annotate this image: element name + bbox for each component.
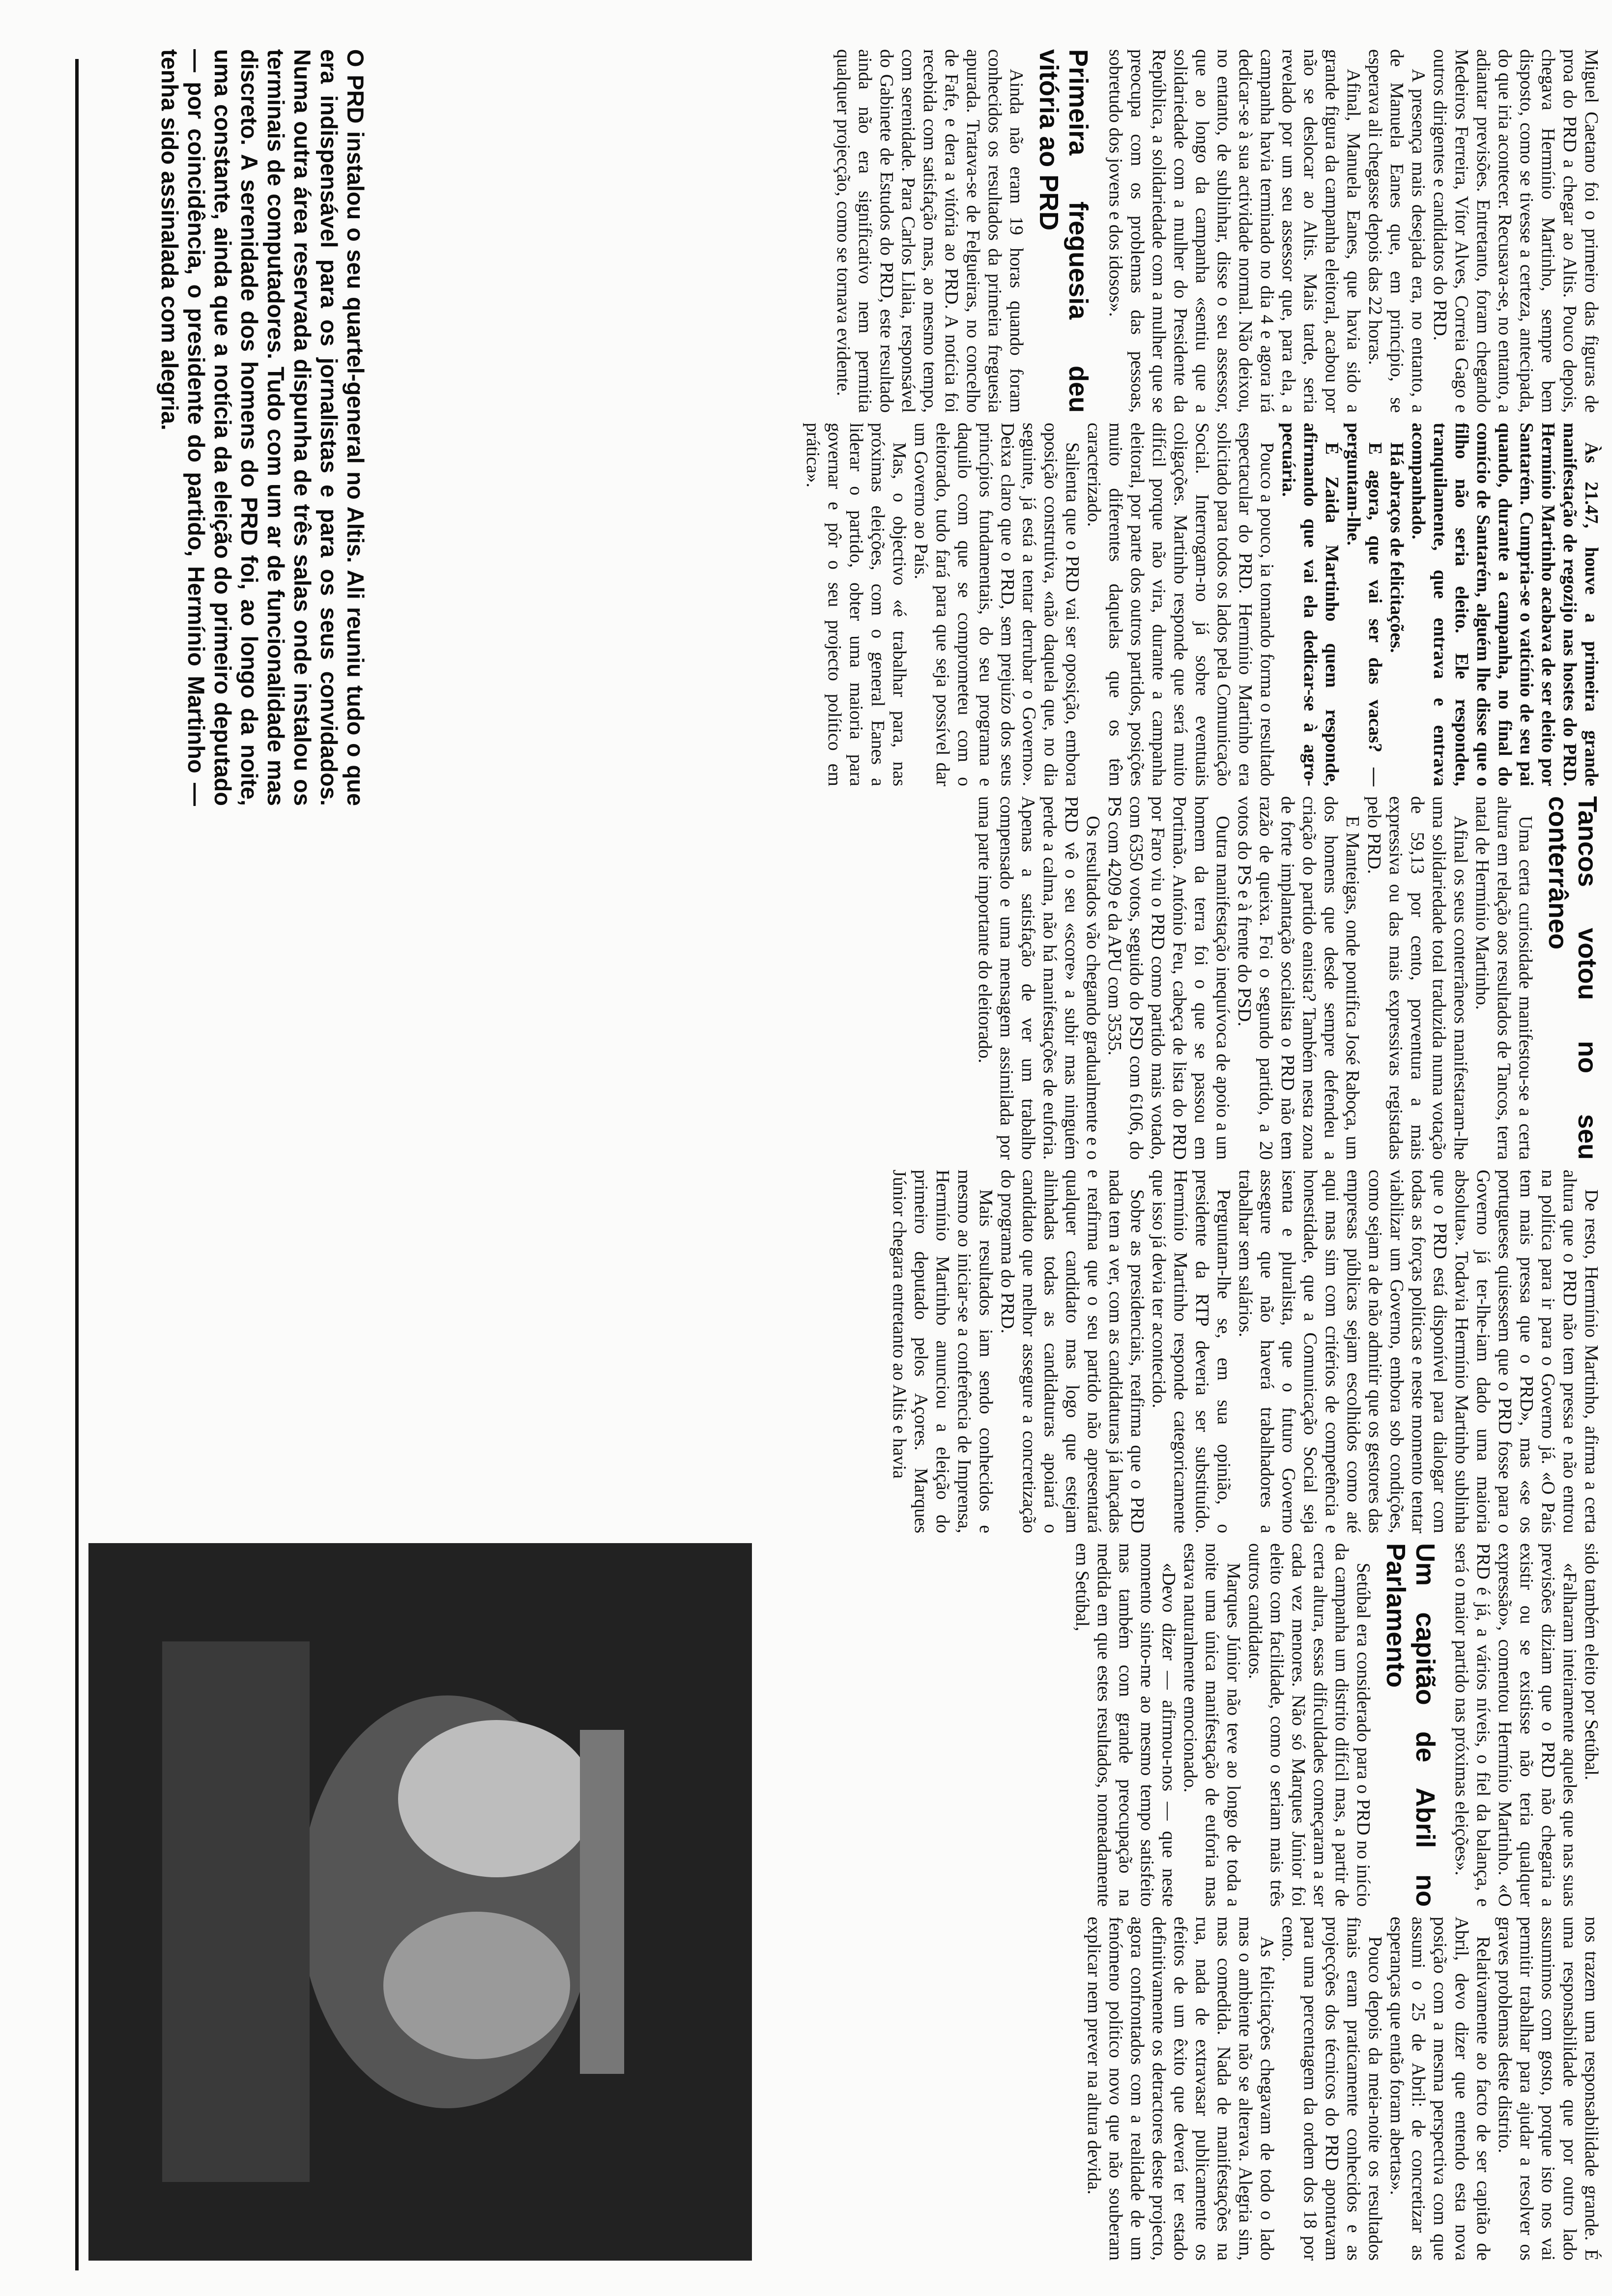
- col6-paragraph-1: nos trazem uma responsabilidade grande. É uma responsabilidade que por outro lado assumimos com gosto, porque isto nos vai permitir trabalhar para ajudar a resolver os graves problemas deste distrito.: [1495, 1917, 1602, 2261]
- col3-subheading: Tancos votou no seu conterrâneo: [1543, 796, 1602, 1160]
- photo-graphic: [88, 1543, 752, 2261]
- col6-paragraph-4: As felicitações chegavam de todo o lado mas o ambiente não se alterava. Alegria sim, mas comedida. Nada de manifestações na rua, nada de extravasar publicamente os efeitos de um êxito que deverá ter estado definitivamente os detractores deste projecto, agora confrontados com a realidade de um fenómeno político novo que não souberam explicar nem prever na altura devida.: [1084, 1917, 1277, 2261]
- col5-paragraph-4: Marques Júnior não teve ao longo de toda a noite uma única manifestação de euforia mas estava naturalmente emocionado.: [1180, 1543, 1244, 1907]
- col6-paragraph-3: Pouco depois da meia-noite os resultados finais eram praticamente conhecidos e as projecções dos técnicos do PRD apontavam para uma percentagem da ordem dos 18 por cento.: [1278, 1917, 1385, 2261]
- col2-paragraph-7: Mas, o objectivo «é trabalhar para, nas próximas eleições, com o general Eanes a liderar o partido, obter uma maioria para governar e pôr o seu projecto político em prática».: [803, 423, 910, 786]
- col1-block: [383, 49, 1602, 413]
- col1-paragraph-3: Afinal, Manuela Eanes, que havia sido a grande figura da campanha eleitoral, acabou por não se deslocar ao Altis. Mais tarde, seria revelado por um seu assessor que, para ela, a campanha havia terminado no dia 4 e agora irá dedicar-se à sua actividade normal. Não deixou, no entanto, de sublinhar, disse o seu assessor, que ao longo da campanha «sentiu que a solidariedade com a mulher do Presidente da República, a solidariedade com a mulher que se preocupa com os problemas das pessoas, sobretudo dos jovens e dos idosos».: [1105, 49, 1364, 413]
- col4-paragraph-2: Perguntam-lhe se, em sua opinião, o presidente da RTP deveria ser substituído. Hermínio Martinho responde categoricamente que isso já devia ter acontecido.: [1149, 1170, 1234, 1533]
- col4-paragraph-1: De resto, Hermínio Martinho, afirma a certa altura que o PRD não tem pressa e não entrou na política para ir para o Governo já. «O País tem mais pressa que o PRD», mas «se os portugueses quisessem que o PRD fosse para o Governo já ter-lhe-iam dado uma maioria absoluta». Todavia Hermínio Martinho sublinha que o PRD está disponível para dialogar com todas as forças políticas e neste momento tentar viabilizar um Governo, embora sob condições, como sejam a de não admitir que os gestores das empresas públicas sejam escolhidos como até aqui mas sim com critérios de competência e honestidade, que a Comunicação Social seja isenta e pluralista, que o futuro Governo assegure que não haverá trabalhadores a trabalhar sem salários.: [1235, 1170, 1602, 1533]
- col2-paragraph-2: Há abraços de felicitações.: [1386, 442, 1407, 653]
- col5-paragraph-3: Setúbal era considerado para o PRD no início da campanha um distrito difícil mas, a partir de certa altura, essas dificuldades começaram a ser cada vez menores. Não só Marques Júnior foi eleito com facilidade, como o seriam mais três outros candidatos.: [1245, 1543, 1374, 1907]
- col2-paragraph-1: Às 21.47, houve a primeira grande manifestação de regozijo nas hostes do PRD. Hermínio Martinho acabava de ser eleito por Santarém. Cumpria-se o vaticínio de seu pai quando, durante a campanha, no final do comício de Santarém, alguém lhe disse que o filho não seria eleito. Ele respondeu, tranquilamente, que entrava e entrava acompanhado.: [1408, 423, 1602, 786]
- col3-paragraph-1: Uma certa curiosidade manifestou-se a certa altura em relação aos resultados de Tancos, terra natal de Hermínio Martinho.: [1472, 796, 1536, 1160]
- col1-subheading: Primeira freguesia deu vitória ao PRD: [1034, 49, 1093, 413]
- lead-paragraph: [93, 49, 369, 806]
- col5-subheading: Um capitão de Abril no Parlamento: [1381, 1543, 1440, 1907]
- col6-block: [767, 1917, 1602, 2261]
- col1-paragraph-1: Miguel Caetano foi o primeiro das figuras de proa do PRD a chegar ao Altis. Pouco depois, chegava Hermínio Martinho, sempre bem disposto, como se tivesse a certeza, antecipada, do que iria acontecer. Recusava-se, no entanto, a adiantar previsões. Entretanto, foram chegando Medeiros Ferreira, Vítor Alves, Correia Gago e outros dirigentes e candidatos do PRD.: [1430, 49, 1602, 413]
- col2-paragraph-5: Pouco a pouco, ia tomando forma o resultado espectacular do PRD. Hermínio Martinho era solicitado para todos os lados pela Comunicação Social. Interrogam-no já sobre eventuais coligações. Martinho responde que será muito difícil porque não vira, durante a campanha eleitoral, por parte dos outros partidos, posições muito diferentes daquelas que os têm caracterizado.: [1084, 423, 1277, 786]
- lead-text: O PRD instalou o seu quartel-general no Altis. Ali reuniu tudo o que era indispensável para os jornalistas e para os seus convidados. Numa outra área reservada dispunha de três salas onde instalou os terminais de computadores. Tudo com um ar de funcionalidade mas discreto. A serenidade dos homens do PRD foi, ao longo da noite, uma constante, ainda que a notícia da eleição do primeiro deputado — por coincidência, o presidente do partido, Hermínio Martinho — tenha sido assinalada com alegria.: [157, 49, 369, 806]
- col1-paragraph-4: Ainda não eram 19 horas quando foram conhecidos os resultados da primeira freguesia apurada. Tratava-se de Felgueiras, no concelho de Fafe, e dera a vitória ao PRD. A notícia foi recebida com satisfação mas, ao mesmo tempo, com serenidade. Para Carlos Lilaia, responsável do Gabinete de Estudos do PRD, este resultado ainda não era significativo nem permitia qualquer projecção, como se tornava evidente.: [833, 49, 1027, 413]
- col5-paragraph-1: sido também eleito por Setúbal.: [1581, 1543, 1602, 1780]
- col3-paragraph-5: Os resultados vão chegando gradualmente e o PRD vê o seu «score» a subir mas ninguém perde a calma, não há manifestações de euforia. Apenas a satisfação de ver um trabalho compensado e uma mensagem assimilada por uma parte importante do eleitorado.: [975, 796, 1103, 1160]
- photo-image: [88, 1543, 752, 2261]
- col5-paragraph-5: «Devo dizer — afirmou-nos — que neste momento sinto-me ao mesmo tempo satisfeito mas também com grande preocupação na medida em que estes resultados, nomeadamente em Setúbal,: [1072, 1543, 1179, 1907]
- col3-paragraph-3: E Manteigas, onde pontifica José Raboça, um dos homens que desde sempre defendeu a criação do partido eanista? Também nesta zona de forte implantação socialista o PRD não tem razão de queixa. Foi o segundo partido, a 20 votos do PS e à frente do PSD.: [1234, 796, 1363, 1160]
- col3-block: [88, 796, 1602, 1160]
- col3-paragraph-4: Outra manifestação inequívoca de apoio a um homem da terra foi o que se passou em Portimão. António Feu, cabeça de lista do PRD por Faro viu o PRD como partido mais votado, com 6350 votos, seguido do PSD com 6106, do PS com 4209 e da APU com 3535.: [1104, 796, 1233, 1160]
- col2-block: [383, 423, 1602, 786]
- col4-paragraph-3: Sobre as presidenciais, reafirma que o PRD nada tem a ver, com as candidaturas já lançadas e reafirma que o seu partido não apresentará qualquer candidato mas logo que estejam alinhadas todas as candidaturas apoiará o candidato que melhor assegure a concretização do programa do PRD.: [997, 1170, 1148, 1533]
- col3-paragraph-2: Afinal os seus conterrâneos manifestaram-lhe uma solidariedade total traduzida numa votação de 59,13 por cento, porventura a mais expressiva ou das mais expressivas registadas pelo PRD.: [1364, 796, 1471, 1160]
- col5-paragraph-2: «Falharam inteiramente aqueles que nas suas previsões diziam que o PRD não chegaria a existir ou se existisse não teria qualquer expressão», comentou Hermínio Martinho. «O PRD é já, a vários níveis, o fiel da balança, e será o maior partido nas próximas eleições».: [1451, 1543, 1580, 1907]
- col4-paragraph-4: Mais resultados iam sendo conhecidos e mesmo ao iniciar-se a conferência de Imprensa, Hermínio Martinho anunciou a eleição do primeiro deputado pelos Açores. Marques Júnior chegara entretanto ao Altis e havia: [889, 1170, 996, 1533]
- col4-block: [88, 1170, 1602, 1533]
- col2-paragraph-4: É Zaida Martinho quem responde, afirmando que vai ela dedicar-se à agro-pecuária.: [1278, 423, 1342, 786]
- col6-paragraph-2: Relativamente ao facto de ser capitão de Abril, devo dizer que entendo esta nova posição com a mesma perspectiva com que assumi o 25 de Abril: de concretizar as esperanças que então foram abertas».: [1386, 1917, 1494, 2261]
- col2-paragraph-6: Salienta que o PRD vai ser oposição, embora oposição construtiva, «não daquela que, no dia seguinte, já está a tentar derrubar o Governo». Deixa claro que o PRD, sem prejuízo dos seus princípios fundamentais, do seu programa e daquilo com que se comprometeu com o eleitorado, tudo fará para que seja possível dar um Governo ao País.: [911, 423, 1083, 786]
- col1-paragraph-2: A presença mais desejada era, no entanto, a de Manuela Eanes que, em princípio, se esperava ali chegasse depois das 22 horas.: [1365, 49, 1429, 413]
- col5-block: [767, 1543, 1602, 1907]
- col2-paragraph-3: E agora, que vai ser das vacas? — perguntam-lhe.: [1343, 423, 1385, 786]
- top-rule: [75, 59, 79, 2270]
